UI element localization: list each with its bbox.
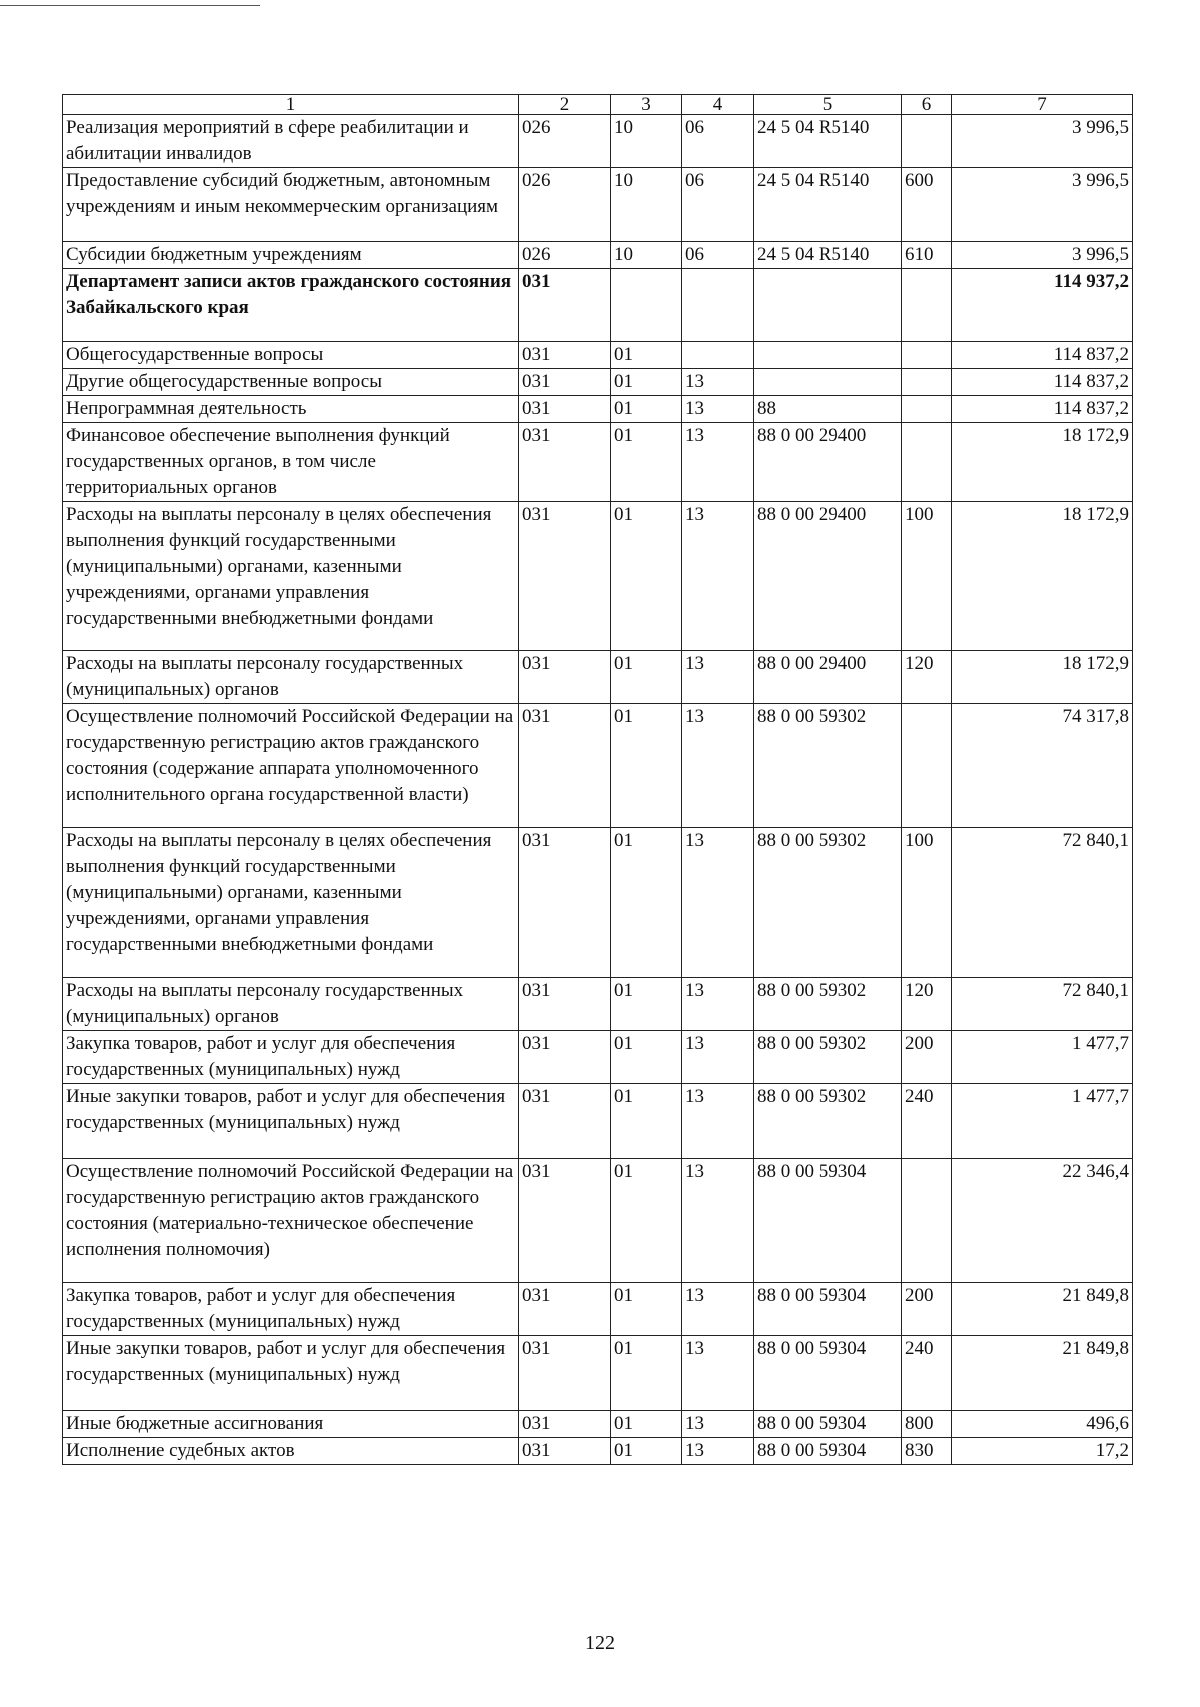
cell-amount: 18 172,9 — [952, 502, 1133, 651]
cell-section: 01 — [611, 1438, 682, 1465]
table-row — [63, 651, 1133, 704]
cell-section — [611, 269, 682, 342]
cell-expense-type: 610 — [902, 242, 952, 269]
cell-section: 01 — [611, 1411, 682, 1438]
cell-section: 01 — [611, 651, 682, 704]
cell-name: Расходы на выплаты персоналу в целях обеспечения выполнения функций государственными (муниципальными) органами, казенными учреждениями, органами управления государственными внебюджетными фондами — [63, 502, 519, 651]
cell-amount: 3 996,5 — [952, 168, 1133, 242]
cell-subsection: 13 — [682, 396, 754, 423]
cell-expense-type — [902, 269, 952, 342]
cell-grbs: 031 — [519, 1159, 611, 1283]
cell-amount: 22 346,4 — [952, 1159, 1133, 1283]
cell-grbs: 031 — [519, 1336, 611, 1411]
table-row — [63, 168, 1133, 242]
column-header: 3 — [611, 95, 682, 115]
table-row — [63, 1031, 1133, 1084]
cell-target-article — [754, 269, 902, 342]
cell-expense-type: 200 — [902, 1031, 952, 1084]
cell-section: 01 — [611, 1159, 682, 1283]
table-body — [63, 115, 1133, 1465]
cell-section: 01 — [611, 369, 682, 396]
cell-name: Финансовое обеспечение выполнения функций государственных органов, в том числе территориальных органов — [63, 423, 519, 502]
cell-grbs: 031 — [519, 1084, 611, 1159]
cell-name: Осуществление полномочий Российской Федерации на государственную регистрацию актов гражданского состояния (содержание аппарата уполномоченного исполнительного органа государственной власти) — [63, 704, 519, 828]
cell-name: Другие общегосударственные вопросы — [63, 369, 519, 396]
cell-subsection: 06 — [682, 168, 754, 242]
cell-section: 01 — [611, 342, 682, 369]
cell-grbs: 031 — [519, 978, 611, 1031]
cell-name: Осуществление полномочий Российской Федерации на государственную регистрацию актов гражданского состояния (материально-техническое обеспечение исполнения полномочия) — [63, 1159, 519, 1283]
cell-subsection: 13 — [682, 1031, 754, 1084]
cell-expense-type: 120 — [902, 978, 952, 1031]
cell-subsection: 13 — [682, 978, 754, 1031]
cell-subsection: 13 — [682, 1283, 754, 1336]
cell-amount: 18 172,9 — [952, 651, 1133, 704]
cell-section: 01 — [611, 704, 682, 828]
scan-edge-line — [0, 5, 260, 6]
cell-name: Расходы на выплаты персоналу государственных (муниципальных) органов — [63, 978, 519, 1031]
cell-grbs: 031 — [519, 269, 611, 342]
table-row — [63, 242, 1133, 269]
cell-subsection: 13 — [682, 502, 754, 651]
cell-subsection: 13 — [682, 704, 754, 828]
cell-expense-type: 100 — [902, 828, 952, 978]
cell-subsection: 06 — [682, 115, 754, 168]
column-header: 2 — [519, 95, 611, 115]
cell-section: 10 — [611, 242, 682, 269]
cell-expense-type — [902, 369, 952, 396]
cell-subsection: 13 — [682, 828, 754, 978]
cell-section: 01 — [611, 1031, 682, 1084]
cell-target-article: 88 0 00 59302 — [754, 704, 902, 828]
column-header: 7 — [952, 95, 1133, 115]
table-row — [63, 342, 1133, 369]
cell-amount: 3 996,5 — [952, 115, 1133, 168]
cell-grbs: 026 — [519, 168, 611, 242]
cell-expense-type: 240 — [902, 1084, 952, 1159]
cell-amount: 496,6 — [952, 1411, 1133, 1438]
cell-amount: 1 477,7 — [952, 1031, 1133, 1084]
cell-expense-type — [902, 342, 952, 369]
cell-section: 01 — [611, 423, 682, 502]
cell-section: 10 — [611, 115, 682, 168]
table-row — [63, 704, 1133, 828]
cell-amount: 1 477,7 — [952, 1084, 1133, 1159]
cell-section: 10 — [611, 168, 682, 242]
cell-target-article: 88 0 00 59302 — [754, 978, 902, 1031]
cell-subsection: 13 — [682, 1159, 754, 1283]
cell-subsection: 13 — [682, 1438, 754, 1465]
cell-name: Департамент записи актов гражданского состояния Забайкальского края — [63, 269, 519, 342]
cell-target-article: 88 0 00 59302 — [754, 1031, 902, 1084]
cell-amount: 18 172,9 — [952, 423, 1133, 502]
cell-name: Закупка товаров, работ и услуг для обеспечения государственных (муниципальных) нужд — [63, 1031, 519, 1084]
cell-expense-type: 800 — [902, 1411, 952, 1438]
cell-grbs: 031 — [519, 1411, 611, 1438]
cell-target-article: 24 5 04 R5140 — [754, 115, 902, 168]
cell-expense-type — [902, 1159, 952, 1283]
cell-grbs: 031 — [519, 396, 611, 423]
cell-target-article: 88 0 00 59304 — [754, 1283, 902, 1336]
cell-target-article: 88 0 00 59304 — [754, 1411, 902, 1438]
cell-grbs: 031 — [519, 828, 611, 978]
cell-grbs: 031 — [519, 651, 611, 704]
cell-section: 01 — [611, 502, 682, 651]
cell-name: Предоставление субсидий бюджетным, автономным учреждениям и иным некоммерческим организациям — [63, 168, 519, 242]
cell-target-article: 24 5 04 R5140 — [754, 242, 902, 269]
cell-name: Общегосударственные вопросы — [63, 342, 519, 369]
cell-name: Расходы на выплаты персоналу в целях обеспечения выполнения функций государственными (муниципальными) органами, казенными учреждениями, органами управления государственными внебюджетными фондами — [63, 828, 519, 978]
header-row — [63, 95, 1133, 115]
cell-subsection — [682, 269, 754, 342]
table-row — [63, 269, 1133, 342]
cell-expense-type — [902, 396, 952, 423]
cell-amount: 114 837,2 — [952, 369, 1133, 396]
table-row — [63, 1411, 1133, 1438]
cell-grbs: 031 — [519, 1438, 611, 1465]
cell-subsection: 13 — [682, 1411, 754, 1438]
cell-grbs: 026 — [519, 242, 611, 269]
cell-expense-type: 830 — [902, 1438, 952, 1465]
cell-target-article: 88 0 00 29400 — [754, 423, 902, 502]
cell-section: 01 — [611, 978, 682, 1031]
cell-name: Иные бюджетные ассигнования — [63, 1411, 519, 1438]
cell-name: Исполнение судебных актов — [63, 1438, 519, 1465]
table-row — [63, 1336, 1133, 1411]
table-row — [63, 369, 1133, 396]
table-row — [63, 423, 1133, 502]
cell-expense-type: 600 — [902, 168, 952, 242]
column-header: 4 — [682, 95, 754, 115]
cell-grbs: 031 — [519, 1283, 611, 1336]
cell-target-article: 88 0 00 59304 — [754, 1159, 902, 1283]
table-row — [63, 115, 1133, 168]
cell-amount: 72 840,1 — [952, 828, 1133, 978]
cell-subsection: 13 — [682, 651, 754, 704]
cell-amount: 114 837,2 — [952, 342, 1133, 369]
cell-name: Иные закупки товаров, работ и услуг для обеспечения государственных (муниципальных) нужд — [63, 1336, 519, 1411]
cell-name: Субсидии бюджетным учреждениям — [63, 242, 519, 269]
cell-amount: 114 837,2 — [952, 396, 1133, 423]
cell-expense-type — [902, 423, 952, 502]
cell-grbs: 031 — [519, 704, 611, 828]
table-row — [63, 396, 1133, 423]
cell-target-article: 88 0 00 59304 — [754, 1336, 902, 1411]
cell-expense-type — [902, 115, 952, 168]
cell-section: 01 — [611, 1336, 682, 1411]
column-header: 5 — [754, 95, 902, 115]
cell-target-article: 24 5 04 R5140 — [754, 168, 902, 242]
page-number: 122 — [585, 1632, 615, 1654]
column-header: 6 — [902, 95, 952, 115]
cell-grbs: 031 — [519, 502, 611, 651]
cell-amount: 21 849,8 — [952, 1283, 1133, 1336]
cell-target-article: 88 0 00 29400 — [754, 502, 902, 651]
cell-subsection: 13 — [682, 369, 754, 396]
cell-amount: 21 849,8 — [952, 1336, 1133, 1411]
column-header: 1 — [63, 95, 519, 115]
table-row — [63, 1438, 1133, 1465]
cell-target-article — [754, 369, 902, 396]
budget-table — [62, 94, 1133, 1465]
cell-expense-type: 100 — [902, 502, 952, 651]
cell-target-article: 88 — [754, 396, 902, 423]
cell-target-article: 88 0 00 59302 — [754, 1084, 902, 1159]
cell-name: Непрограммная деятельность — [63, 396, 519, 423]
cell-name: Расходы на выплаты персоналу государственных (муниципальных) органов — [63, 651, 519, 704]
table-row — [63, 1283, 1133, 1336]
cell-amount: 72 840,1 — [952, 978, 1133, 1031]
cell-amount: 3 996,5 — [952, 242, 1133, 269]
cell-amount: 74 317,8 — [952, 704, 1133, 828]
cell-grbs: 031 — [519, 342, 611, 369]
cell-expense-type: 200 — [902, 1283, 952, 1336]
table-row — [63, 1159, 1133, 1283]
cell-subsection: 06 — [682, 242, 754, 269]
cell-expense-type: 120 — [902, 651, 952, 704]
cell-grbs: 031 — [519, 423, 611, 502]
cell-name: Иные закупки товаров, работ и услуг для обеспечения государственных (муниципальных) нужд — [63, 1084, 519, 1159]
cell-subsection — [682, 342, 754, 369]
cell-target-article: 88 0 00 59302 — [754, 828, 902, 978]
cell-target-article: 88 0 00 59304 — [754, 1438, 902, 1465]
cell-grbs: 031 — [519, 1031, 611, 1084]
cell-target-article: 88 0 00 29400 — [754, 651, 902, 704]
table-row — [63, 828, 1133, 978]
cell-expense-type — [902, 704, 952, 828]
cell-section: 01 — [611, 396, 682, 423]
cell-name: Реализация мероприятий в сфере реабилитации и абилитации инвалидов — [63, 115, 519, 168]
table-row — [63, 978, 1133, 1031]
cell-amount: 114 937,2 — [952, 269, 1133, 342]
cell-name: Закупка товаров, работ и услуг для обеспечения государственных (муниципальных) нужд — [63, 1283, 519, 1336]
cell-section: 01 — [611, 1283, 682, 1336]
cell-target-article — [754, 342, 902, 369]
cell-grbs: 031 — [519, 369, 611, 396]
table-row — [63, 502, 1133, 651]
cell-amount: 17,2 — [952, 1438, 1133, 1465]
cell-subsection: 13 — [682, 1336, 754, 1411]
cell-subsection: 13 — [682, 1084, 754, 1159]
cell-section: 01 — [611, 1084, 682, 1159]
cell-grbs: 026 — [519, 115, 611, 168]
cell-expense-type: 240 — [902, 1336, 952, 1411]
cell-subsection: 13 — [682, 423, 754, 502]
cell-section: 01 — [611, 828, 682, 978]
table-row — [63, 1084, 1133, 1159]
